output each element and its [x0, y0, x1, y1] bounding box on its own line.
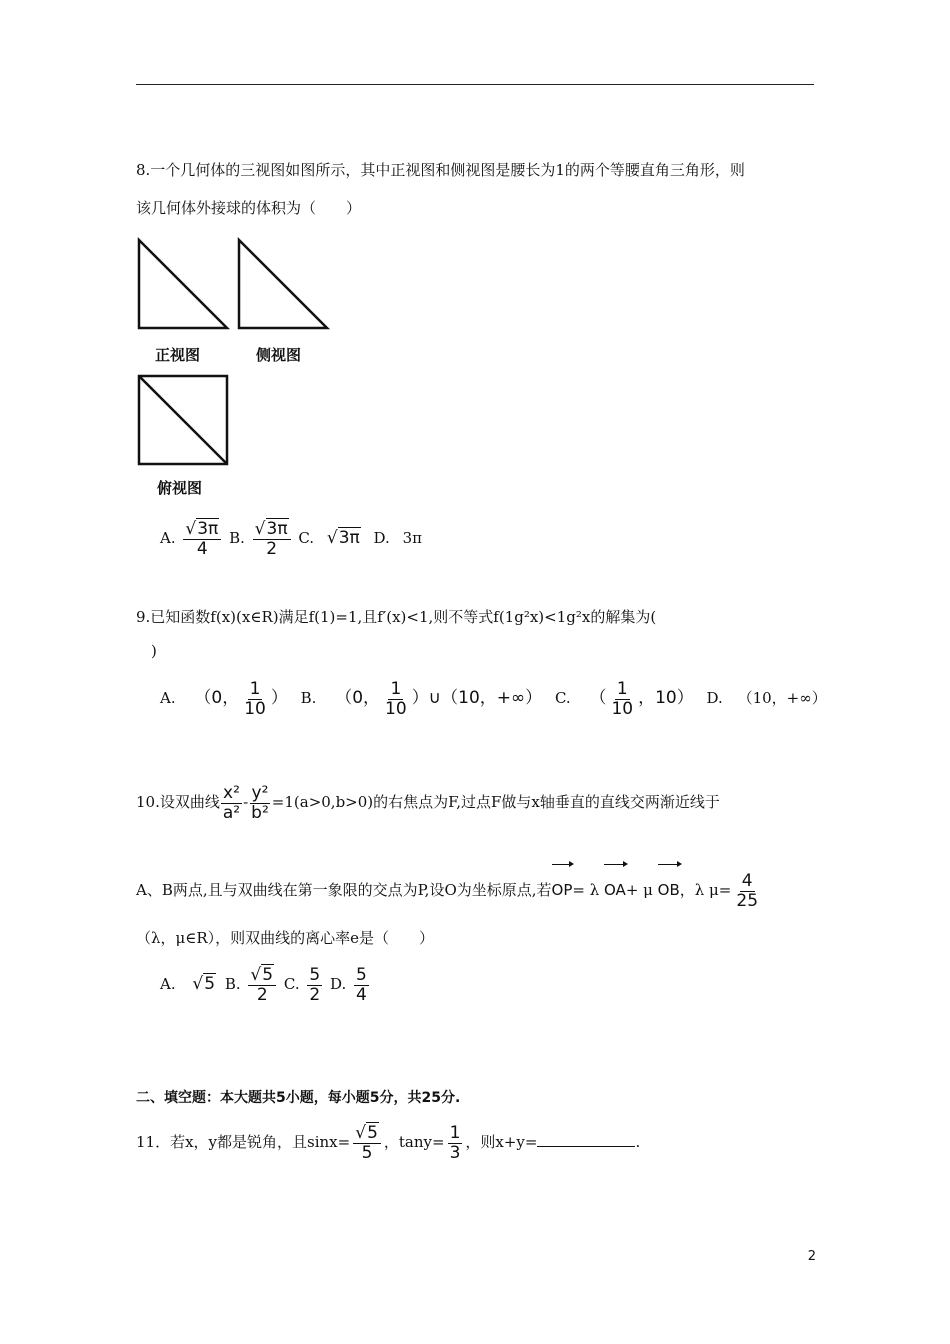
q11-suffix: ，则x+y= [465, 1133, 538, 1151]
q11-sin-fraction: $\frac{√5}{5}$ [353, 1124, 381, 1163]
q10-option-b-label: B. [224, 975, 241, 993]
q9-d-value: （10，+∞） [737, 689, 827, 707]
q9-option-c-label: C. [554, 689, 571, 707]
q11-prefix: 11．若x，y都是锐角，且sinx= [136, 1133, 351, 1151]
q10-stem-line1 [136, 775, 720, 829]
top-view-diagonal [139, 376, 227, 464]
q8-a-numerator: 3π [197, 518, 219, 539]
q9-option-a-label: A. [160, 689, 176, 707]
q9-b-suffix: ）∪（10，+∞） [411, 688, 543, 708]
q8-option-d-label: D. [373, 529, 390, 547]
header-rule [136, 84, 814, 85]
q10-lambda-mu-fraction: $\frac{4}{25}$ [736, 870, 759, 911]
q10-line2-text: A、B两点,且与双曲线在第一象限的交点为P,设O为坐标原点,若 [136, 881, 552, 899]
q9-b-fraction: $\frac{1}{10}$ [385, 678, 407, 719]
q10-y-over-b: $\frac{\text{y²}}{\text{b²}}$ [251, 782, 269, 823]
q9-c-suffix: ，10） [638, 688, 694, 708]
q8-stem-line1: 8.一个几何体的三视图如图所示，其中正视图和侧视图是腰长为1的两个等腰直角三角形，则 [136, 161, 745, 179]
q8-b-numerator: 3π [266, 518, 288, 539]
front-view-triangle [139, 240, 227, 328]
q8-option-c-label: C. [298, 529, 315, 547]
side-view-triangle [239, 240, 327, 328]
q9-c-fraction: $\frac{1}{10}$ [611, 678, 634, 719]
q9-options [160, 676, 827, 720]
q9-stem-line2: ) [151, 642, 157, 660]
q10-x-over-a: $\frac{\text{x²}}{\text{a²}}$ [222, 782, 241, 823]
q8-option-b-fraction: $\frac{√3\pi}{2}$ [253, 520, 291, 559]
q9-option-d-label: D. [706, 689, 723, 707]
q10-stem-line3: （λ，μ∈R），则双曲线的离心率e是（ ） [136, 929, 435, 947]
q10-c-fraction: $\frac{5}{2}$ [309, 964, 321, 1005]
front-view-label: 正视图 [155, 346, 201, 364]
q10-prefix: 10.设双曲线 [136, 793, 220, 811]
q9-c-prefix: （ [589, 688, 607, 708]
side-view-label: 侧视图 [256, 346, 302, 364]
q9-stem-line1: 9.已知函数f(x)(x∈R)满足f(1)=1,且f′(x)<1,则不等式f(1g²x)<1g²x的解集为( [136, 608, 657, 626]
vector-op: OP [552, 866, 573, 914]
q11-tan-text: ，tany= [383, 1133, 445, 1151]
q10-stem-line2: A、B两点,且与双曲线在第一象限的交点为P,设O为坐标原点,若OP= λ OA+ μ OB，λ μ= $\frac{4}{25}$ [136, 866, 763, 914]
q10-minus: - [243, 793, 249, 811]
q10-options: A. √5 B. $\frac{√5}{2}$ C. $\frac{5}{2}$ D. $\frac{5}{4}$ [160, 964, 367, 1005]
q10-a-value: 5 [204, 974, 216, 994]
q10-option-a-label: A. [160, 975, 176, 993]
q10-option-c-label: C. [283, 975, 300, 993]
q9-b-prefix: （0， [335, 688, 381, 708]
q8-c-value: 3π [338, 528, 360, 548]
q9-option-b-label: B. [300, 689, 317, 707]
q10-d-fraction: $\frac{5}{4}$ [356, 964, 367, 1005]
q8-d-value: 3π [402, 529, 422, 547]
q11-stem: 11．若x，y都是锐角，且sinx= $\frac{√5}{5}$ ，tany= $\frac{1}{3}$ ，则x+y= . [136, 1122, 641, 1163]
q8-option-a-label: A. [160, 529, 176, 547]
q8-stem-line2: 该几何体外接球的体积为（ ） [136, 199, 362, 217]
q10-b-fraction: $\frac{√5}{2}$ [248, 966, 276, 1005]
section-heading: 二、填空题：本大题共5小题，每小题5分，共25分. [136, 1090, 461, 1106]
page-number: 2 [807, 1249, 816, 1264]
q8-option-b-label: B. [229, 529, 245, 547]
q8-b-denominator: 2 [266, 538, 278, 559]
vector-oa: OA [604, 866, 626, 914]
q10-suffix: =1(a>0,b>0)的右焦点为F,过点F做与x轴垂直的直线交两渐近线于 [271, 793, 720, 811]
q11-tan-fraction: $\frac{1}{3}$ [449, 1122, 461, 1163]
q8-options: A. $\frac{√3\pi}{4}$ B. $\frac{√3\pi}{2}$ C. √3π D. 3π [160, 518, 422, 559]
q10-option-d-label: D. [329, 975, 347, 993]
q8-option-a-fraction: $\frac{√3\pi}{4}$ [183, 520, 221, 559]
top-view-label: 俯视图 [157, 479, 203, 497]
q9-a-suffix: ） [270, 688, 288, 708]
q11-answer-blank[interactable] [537, 1132, 635, 1147]
q9-a-prefix: （0， [194, 688, 240, 708]
q9-a-fraction: $\frac{1}{10}$ [244, 678, 266, 719]
q8-a-denominator: 4 [196, 538, 208, 559]
vector-ob: OB [658, 866, 680, 914]
